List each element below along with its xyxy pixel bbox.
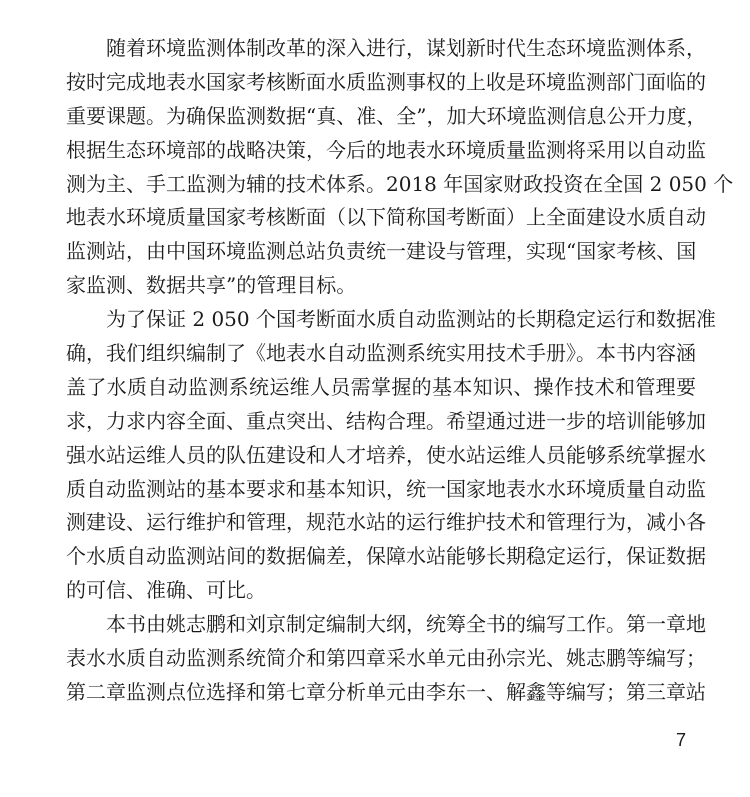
paragraph-2-line-8: 个水质自动监测站间的数据偏差，保障水站能够长期稳定运行，保证数据: [66, 544, 706, 569]
paragraph-2-line-4: 求，力求内容全面、重点突出、结构合理。希望通过进一步的培训能够加: [66, 408, 706, 433]
paragraph-2-line-2: 确，我们组织编制了《地表水自动监测系统实用技术手册》。本书内容涵: [66, 341, 696, 366]
body-text: [66, 32, 734, 710]
page-number: 7: [676, 730, 687, 750]
paragraph-3-line-1: 本书由姚志鹏和刘京制定编制大纲，统筹全书的编写工作。第一章地: [106, 612, 706, 637]
paragraph-2-line-1: 为了保证 2 050 个国考断面水质自动监测站的长期稳定运行和数据准: [106, 307, 716, 332]
paragraph-2-line-9: 的可信、准确、可比。: [66, 578, 266, 603]
paragraph-2-line-7: 测建设、运行维护和管理，规范水站的运行维护技术和管理行为，减小各: [66, 510, 706, 535]
paragraph-1-line-8: 家监测、数据共享”的管理目标。: [66, 273, 357, 298]
paragraph-1-line-7: 监测站，由中国环境监测总站负责统一建设与管理，实现“国家考核、国: [66, 239, 697, 264]
paragraph-1-line-6: 地表水环境质量国家考核断面（以下简称国考断面）上全面建设水质自动: [66, 205, 706, 230]
paragraph-3-line-3: 第二章监测点位选择和第七章分析单元由李东一、解鑫等编写；第三章站: [66, 679, 706, 704]
paragraph-1-line-2: 按时完成地表水国家考核断面水质监测事权的上收是环境监测部门面临的: [66, 69, 706, 94]
paragraph-1-line-4: 根据生态环境部的战略决策，今后的地表水环境质量监测将采用以自动监: [66, 137, 706, 162]
paragraph-2-line-6: 质自动监测站的基本要求和基本知识，统一国家地表水水环境质量自动监: [66, 476, 706, 501]
paragraph-2-line-3: 盖了水质自动监测系统运维人员需掌握的基本知识、操作技术和管理要: [66, 374, 696, 399]
paragraph-3-line-2: 表水水质自动监测系统简介和第四章采水单元由孙宗光、姚志鹏等编写；: [66, 646, 706, 671]
paragraph-1-line-1: 随着环境监测体制改革的深入进行，谋划新时代生态环境监测体系，: [106, 36, 706, 60]
paragraph-1-line-3: 重要课题。为确保监测数据“真、准、全”，加大环境监测信息公开力度，: [66, 103, 707, 128]
paragraph-2-line-5: 强水站运维人员的队伍建设和人才培养，使水站运维人员能够系统掌握水: [66, 442, 706, 467]
paragraph-1-line-5: 测为主、手工监测为辅的技术体系。2018 年国家财政投资在全国 2 050 个: [66, 171, 734, 196]
